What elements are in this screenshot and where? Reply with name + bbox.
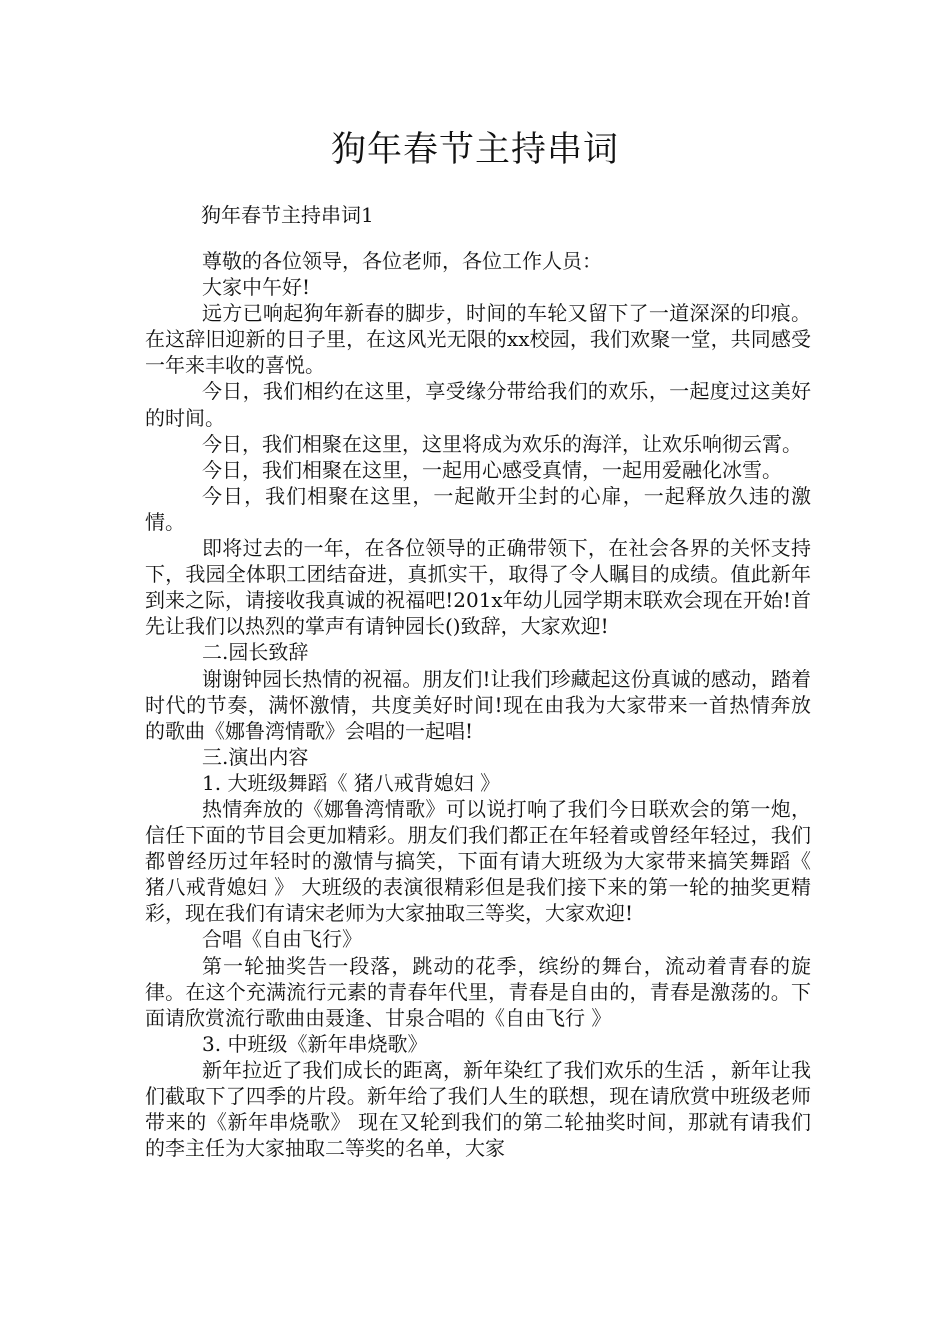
paragraph: 新年拉近了我们成长的距离，新年染红了我们欢乐的生活 ，新年让我们截取下了四季的片段。新年给了我们人生的联想，现在请欣赏中班级老师带来的《新年串烧歌》 现在又轮到我们的第二轮抽奖时间，那就有请我们的李主任为大家抽取二等奖的名单，大家 [145,1057,811,1161]
program-item: 合唱《自由飞行》 [202,927,362,952]
paragraph: 今日，我们相聚在这里，这里将成为欢乐的海洋，让欢乐响彻云霄。 [202,431,802,456]
paragraph: 远方已响起狗年新春的脚步，时间的车轮又留下了一道深深的印痕。在这辞旧迎新的日子里，在这风光无限的xx校园，我们欢聚一堂，共同感受一年来丰收的喜悦。 [145,301,811,378]
section-heading: 二.园长致辞 [202,640,309,665]
paragraph: 即将过去的一年，在各位领导的正确带领下，在社会各界的关怀支持下，我园全体职工团结奋进，真抓实干，取得了令人瞩目的成绩。值此新年到来之际，请接收我真诚的祝福吧!201x年幼儿园学期末联欢会现在开始!首先让我们以热烈的掌声有请钟园长()致辞，大家欢迎! [145,536,811,639]
paragraph: 谢谢钟园长热情的祝福。朋友们!让我们珍藏起这份真诚的感动，踏着时代的节奏，满怀激情，共度美好时间!现在由我为大家带来一首热情奔放的歌曲《娜鲁湾情歌》会唱的一起唱! [145,666,811,743]
document-title: 狗年春节主持串词 [330,130,619,170]
program-item: 1. 大班级舞蹈《 猪八戒背媳妇 》 [202,770,501,795]
paragraph: 尊敬的各位领导，各位老师，各位工作人员： [202,249,602,273]
program-item: 3. 中班级《新年串烧歌》 [202,1031,428,1056]
paragraph: 第一轮抽奖告一段落，跳动的花季，缤纷的舞台，流动着青春的旋律。在这个充满流行元素的青春年代里，青春是自由的，青春是激荡的。下面请欣赏流行歌曲由聂逢、甘泉合唱的《自由飞行 》 [145,953,811,1030]
paragraph: 今日，我们相聚在这里，一起用心感受真情，一起用爱融化冰雪。 [202,457,782,482]
paragraph: 今日，我们相约在这里，享受缘分带给我们的欢乐，一起度过这美好的时间。 [145,379,811,430]
document-body [145,248,811,1161]
document-subtitle: 狗年春节主持串词1 [201,203,374,227]
paragraph: 大家中午好! [202,275,311,300]
paragraph: 今日，我们相聚在这里，一起敞开尘封的心扉，一起释放久违的激情。 [145,483,811,534]
paragraph: 热情奔放的《娜鲁湾情歌》可以说打响了我们今日联欢会的第一炮，信任下面的节目会更加精彩。朋友们我们都正在年轻着或曾经年轻过，我们都曾经历过年轻时的激情与搞笑，下面有请大班级为大家带来搞笑舞蹈《 猪八戒背媳妇 》 大班级的表演很精彩但是我们接下来的第一轮的抽奖更精彩，现在我们有请宋老师为大家抽取三等奖，大家欢迎! [145,796,811,926]
section-heading: 三.演出内容 [202,744,309,769]
